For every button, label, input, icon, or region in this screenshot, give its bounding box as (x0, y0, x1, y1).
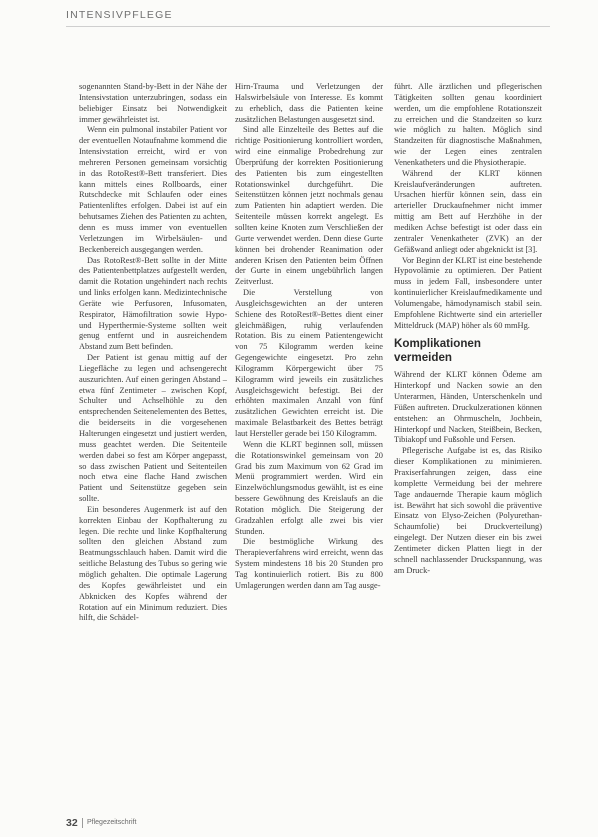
paragraph: Hirn-Trauma und Verletzungen der Halswirbelsäule von Interesse. Es kommt zu erheblich, dass die Patienten keine zusätzlichen Belastungen ausgesetzt sind. (235, 82, 383, 124)
paragraph: Die Verstellung von Ausgleichsgewichten an der unteren Schiene des RotoRest®-Bettes dient einer gleichmäßigen, ruhig verlaufenden Rotation. Bis zu einem Patientengewicht von 75 Kilogramm werden keine Gegengewichte eingesetzt. Pro zehn Kilogramm Körpergewicht über 75 Kilogramm wird jeweils ein zusätzliches Ausgleichsgewicht befestigt. Bei der erhöhten maximalen Anzahl von fünf zusätzlichen Gewichten erreicht ist. Die maximale Belastbarkeit des Bettes beträgt laut Hersteller gerade bei 150 Kilogramm. (235, 288, 383, 438)
paragraph: Während der KLRT können Ödeme am Hinterkopf und Nacken sowie an den Unterarmen, Händen, Unterschenkeln und Füßen auftreten. Druckulzerationen können entstehen: an Ohrmuscheln, Jochbein, Hinterkopf und Nacken, Steißbein, Becken, Tibiakopf und Fußsohle und Fersen. (394, 370, 542, 445)
paragraph: Wenn ein pulmonal instabiler Patient vor der eventuellen Notaufnahme kommend die Intensivstation erreicht, wird er von mehreren Personen gemeinsam vorsichtig in das RotoRest®-Bett transferiert. Dies kann mittels eines Rollboards, einer Rutschdecke mit Schlaufen oder eines Patientenliftes erfolgen. Dabei ist auf ein behutsames Ziehen des Patienten zu achten, denn es muss immer von eventuellen Verletzungen im Wirbelsäulen- und Beckenbereich ausgegangen werden. (79, 125, 227, 254)
text-column-2 (235, 82, 383, 592)
paragraph: Pflegerische Aufgabe ist es, das Risiko dieser Komplikationen zu minimieren. Praxiserfahrungen zeigen, dass eine komplette Vermeidung bei der mehrere Tage andauernde Therapie kaum möglich ist. Bewährt hat sich sowohl die präventive Einsatz von Elyso-Zeichen (Polyurethan-Schaumfolie) bei Druckverteilung) eingelegt. Der Nutzen dieser ein bis zwei Zentimeter dicken Platten liegt in der schnell nachlassender Druckspannung, was am Druck- (394, 446, 542, 575)
paragraph: Wenn die KLRT beginnen soll, müssen die Rotationswinkel gemeinsam von 20 Grad bis zum Maximum von 62 Grad im Menü programmiert werden. Wird ein Einzelwöchlungsmodus gewählt, ist es eine bessere Gewöhnung des Kreislaufs an die Rotation möglich. Die Steigerung der Gradzahlen erfolgt alle zwei bis vier Stunden. (235, 439, 383, 536)
paragraph: Der Patient ist genau mittig auf der Liegefläche zu legen und achsengerecht auszurichten. Auf einen geringen Abstand – etwa fünf Zentimeter – zwischen Kopf, Schulter und Achselhöhle zu den entsprechenden Seitenelementen des Bettes, die beiderseits in die vorgesehenen Halterungen eingesetzt und justiert werden, muss geachtet werden. Die Seitenteile werden dabei so fest am Körper angepasst, so dass zwischen Patient und Seitenteilen noch etwa eine flache Hand zwischen Patient und Seitenstütze gegeben sein sollte. (79, 353, 227, 504)
journal-name: Pflegezeitschrift (87, 818, 137, 826)
paragraph: Ein besonderes Augenmerk ist auf den korrekten Einbau der Kopfhalterung zu legen. Die rechte und linke Kopfhalterung sollten den gleichen Abstand zum Beatmungsschlauch haben. Damit wird die seitliche Belastung des Tubus so gering wie möglich gehalten. Die optimale Lagerung des Kopfes gewährleistet und ein Abknicken des Kopfes während der Rotation auf ein Minimum reduziert. Dies hilft, die Schädel- (79, 504, 227, 623)
paragraph: Während der KLRT können Kreislaufveränderungen auftreten. Ursachen hierfür können sein, dass ein arterieller Druckaufnehmer nicht immer mittig am Bett auf Herzhöhe in der mediken Achse befestigt ist oder dass ein zentraler Venenkatheter (ZVK) an der Gefäßwand anliegt oder abgeknickt ist [3]. (394, 168, 542, 254)
header-rule (66, 26, 550, 27)
paragraph: sogenannten Stand-by-Bett in der Nähe der Intensivstation unterzubringen, sodass ein beliebiger Einsatz bei Notwendigkeit immer gewährleistet ist. (79, 82, 227, 124)
section-heading: Komplikationen vermeiden (394, 337, 481, 365)
paragraph: führt. Alle ärztlichen und pflegerischen Tätigkeiten sollten genau koordiniert werden, um die empfohlene Rotationszeit zu erreichen und die Standzeiten so kurz wie möglich zu halten. Möglich sind Standzeiten für diagnostische Maßnahmen, wie der Legen eines zentralen Venenkatheters und die Physiotherapie. (394, 82, 542, 167)
paragraph: Die bestmögliche Wirkung des Therapieverfahrens wird erreicht, wenn das System mindestens 18 bis 20 Stunden pro Tag kontinuierlich rotiert. Bis zu 800 Umlagerungen werden dann am Tag ausge- (235, 537, 383, 590)
paragraph: Vor Beginn der KLRT ist eine bestehende Hypovolämie zu optimieren. Der Patient muss in jedem Fall, insbesondere unter kontinuierlicher Kreislaufmedikamente und Volumengabe, hämodynamisch stabil sein. Empfohlene Richtwerte sind ein arterieller Mitteldruck (MAP) höher als 60 mmHg. (394, 255, 542, 330)
paragraph: Sind alle Einzelteile des Bettes auf die richtige Positionierung kontrolliert worden, wird eine einmalige Probedrehung zur Überprüfung der korrekten Positionierung des Patienten bis zum eingestellten Rotationswinkel durchgeführt. Die Seitenstützen können jetzt nochmals genau zum Patienten hin adaptiert werden. Die Seitenteile müssen korrekt angelegt. Es sollten keine Knoten zum Verschließen der Gurte verwendet werden. Denn diese Gurte können bei drohender Reanimation oder anderen Krisen den Patienten beim Öffnen der Gurte in einem ungebührlich langen Zeitverlust. (235, 125, 383, 287)
footer-divider (82, 818, 83, 828)
paragraph: Das RotoRest®-Bett sollte in der Mitte des Patientenbettplatzes aufgestellt werden, damit die Rotation ungehindert nach rechts und links erfolgen kann. Medizintechnische Geräte wie Perfusoren, Infusomaten, Respirator, Hämofiltration sowie Hypo- und Hyperthermie-Systeme sollten weit genug entfernt und in ausreichendem Abstand zum Bett befinden. (79, 255, 227, 352)
text-column-3 (394, 82, 542, 576)
section-title: INTENSIVPFLEGE (66, 9, 173, 21)
page-number: 32 (66, 817, 78, 829)
page-header (0, 0, 598, 28)
text-column-1 (79, 82, 227, 624)
